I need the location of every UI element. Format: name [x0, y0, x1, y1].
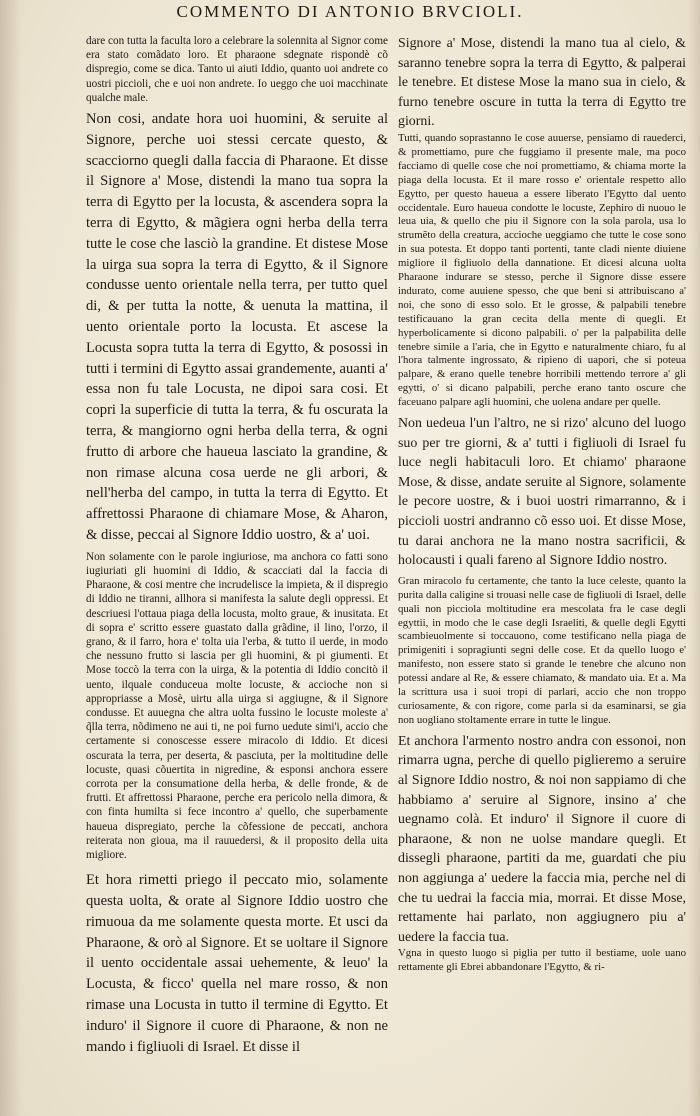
gutter-shadow: [0, 0, 22, 1116]
right-commentary-1: Tutti, quando soprastanno le cose auuerse, pensiamo di rauedercì, & promettiamo, pure che fuggiamo il presente male, ma poco facciamo di quelle cose che noi promettiamo, & chiama morte la piaga della locusta. Et il mare rosso e' orientale respetto allo Egytto, per questo haueua a essere liberato l'Egytto dal uento occidentale. Euro haueua condotte le locuste, Zephiro di nuouo le leua uia, & quello che piu il Signore con la sola parola, usa lo strumẽto della creatura, accioche ueggiamo che tutte le cose sono in sua potesta. Et doppo tanti portenti, tante cladi niente diuiene migliore il figliuolo della dannatione. Et dicesi alcuna uolta Pharaone indurare se stesso, perche il Signore disse essere indurato, come auuiene spesso, che que beni si attribuiscano a' noi, che sono di esso solo. Et le grosse, & palpabili tenebre testificauano la gran cecita della mente di quegli. Et hyperbolicamente si dicono palpabili. o' per la palpabilita delle tenebre simile a l'aria, che in Egytto e naturalmente chiaro, fu al l'hora talmente ingrossato, & ripieno di uapori, che si poteua palpare, & erano quelle tenebre horribili mettendo terrore a' gli egytti, o' si dicano palpabili, perche erano tanto oscure che faceuano palpare agli huomini, che uolena andare per quelle.: [398, 131, 686, 409]
running-head: COMMENTO DI ANTONIO BRVCIOLI.: [176, 2, 524, 21]
right-scripture-3: Et anchora l'armento nostro andra con essonoi, non rimarra ugna, perche di quello piglieremo a seruire al Signore Iddio nostro, & noi non sappiamo di che habbiamo a' seruire al Signore, insino a' che uegnamo colà. Et induro' il Signore il cuore di pharaone, & non ne uolse mandare quegli. Et dissegli pharaone, partiti da me, guardati che piu non aggiunga a' uedere la faccia mia, perche nel di che tu uedrai la faccia mia, morrai. Et disse Mose, rettamente hai parlato, non aggiugnero piu a' uedere la faccia tua.: [398, 733, 686, 945]
right-commentary-3: Vgna in questo luogo si piglia per tutto il bestiame, uole uano rettamente gli Ebrei abbandonare l'Egytto, & ri-: [398, 947, 686, 974]
left-commentary-1: dare con tutta la faculta loro a celebrare la solennita al Signor come era stato comãdato loro. Et pharaone sdegnate rispondè cõ dispregio, come se dica. Tanto ui aiuti Iddio, quanto uoi andrete co uostri piccioli, che e uoi non andrete. Io ueggo che uoi macchinate qualche male.: [86, 35, 388, 104]
left-column: [86, 34, 388, 1057]
page-edge-shadow: [688, 0, 700, 1116]
left-commentary-2: Non solamente con le parole ingiuriose, ma anchora co fatti sono iugiuriati gli huomini di Iddio, & scacciati dal la faccia di Pharaone, & cosi mentre che incrudelisce la impieta, & il dispregio di Iddio ne tiranni, allhora si manifesta la salute degli oppressi. Et descriuesi l'ottaua piaga della locusta, molto graue, & inusitata. Et di sopra e' scritto essere guastato dalla grãdine, il lino, l'orzo, il grano, & il farro, hora e' tolta uia l'erba, & tutto il uerde, in modo che nessuno frutto si lascia per gli huomini, & pi giumenti. Et Mose toccò la terra con la uirga, & la potentia di Iddio concitò il uento, ilquale conduceua molte locuste, & accioche non si appropriasse a Mosè, uirtu alla uirga si aggiugne, & il Signore condusse. Et auuegna che altra uolta fussino le locuste moleste a' q̃lla terra, nõdimeno ne aui ti, ne poi furno uedute simi'i, accio che certamente si conoscesse essere miracolo di Iddio. Et dicesi oscurata la terra, per deserta, & pasciuta, per la moltitudine delle locuste, quasi cõuertita in nigredine, & esponsi anchora essere corrota per la consumatione della herba, & delle fronde, & de frutti. Et affrettossi Pharaone, perche era pericolo nella dimora, & con finta humilta si fece incontro a' quello, che superbamente haueua dispregiato, perche la cõfessione de peccati, anchora reiterata non gioua, ma il rauuedersi, & il proposito della uita migliore.: [86, 550, 388, 862]
right-scripture-1: Signore a' Mose, distendi la mano tua al cielo, & saranno tenebre sopra la terra di Egytto, & palperai le tenebre. Et distese Mose la mano sua in cielo, & furno tenebre oscure in tutta la terra di Egytto tre giorni.: [398, 36, 686, 130]
right-column: [398, 34, 686, 975]
left-scripture-2: Et hora rimetti priego il peccato mio, solamente questa uolta, & orate al Signore Iddio uostro che rimuoua da me solamente questa morte. Et usci da Pharaone, & orò al Signore. Et se uoltare il Signore il uento occidentale assai uehemente, & leuo' la Locusta, & ficco' quella nel mare rosso, & non rimase una Locusta in tutto il termine di Egytto. Et induro' il Signore il cuore di Pharaone, & non ne mando i figliuoli di Israel. Et disse il: [86, 872, 388, 1055]
left-scripture-1: Non cosi, andate hora uoi huomini, & seruite al Signore, perche uoi stessi cercate questo, & scacciorno quegli dalla faccia di Pharaone. Et disse il Signore a' Mose, distendi la mano tua sopra la terra di Egytto per la locusta, & ascendera sopra la terra di Egytto, & mãgiera ogni herba della terra tutte le cose che lasciò la grandine. Et distese Mose la uirga sua sopra la terra di Egytto, & il Signore condusse uento orientale nella terra, per tutto quel di, & per tutta la notte, & uenuta la mattina, il uento orientale porto la locusta. Et ascese la Locusta sopra tutta la terra di Egytto, & posossi in tutti i termini di Egytto assai grandemente, auanti a' essa non fu tale Locusta, ne dipoi sara cosi. Et copri la superficie di tutta la terra, & fu oscurata la terra, & mangiorno ogni herba della terra, & ogni frutto di arbore che haueua lasciato la grandine, & non rimase alcuna cosa uerde ne gli arbori, & nell'herba del campo, in tutta la terra di Egytto. Et affrettossi Pharaone di chiamare Mose, & Aharon, & disse, peccai al Signore Iddio uostro, & a' uoi.: [86, 111, 388, 543]
right-scripture-2: Non uedeua l'un l'altro, ne si rizo' alcuno del luogo suo per tre giorni, & a' tutti i figliuoli di Israel fu luce negli habitaculi loro. Et chiamo' pharaone Mose, & disse, andate seruite al Signore, solamente le pecore uostre, & i buoi uostri rimarranno, & i piccioli uostri andranno cõ esso uoi. Et disse Mose, tu darai anchora ne la mano nostra sacrificii, & holocausti i quali fareno al Signore Iddio nostro.: [398, 416, 686, 569]
right-commentary-2: Gran miracolo fu certamente, che tanto la luce celeste, quanto la purita dalla caligine si trouasi nelle case de figliuoli di Israel, delle quali non picciola moltitudine era mescolata fra le case degli egyttii, in modo che le case degli Israeliti, & quelle degli Egytti scambieuolmente si toccauono, come testificano nella piaga de primigeniti i sopragiunti segni delle cose. Et da quello luogo e' manifesto, non essere stato si grande le tenebre che alcuno non potessi andare al Re, & essere chiamato, & mandato uia. Et a. Ma la scrittura usa i suoi tropi di parlari, accio che non troppo curiosamente, & con rigore, come parla si da esaminarsi, se gia non uogliano stoltamente errare in tutte le lingue.: [398, 574, 686, 726]
